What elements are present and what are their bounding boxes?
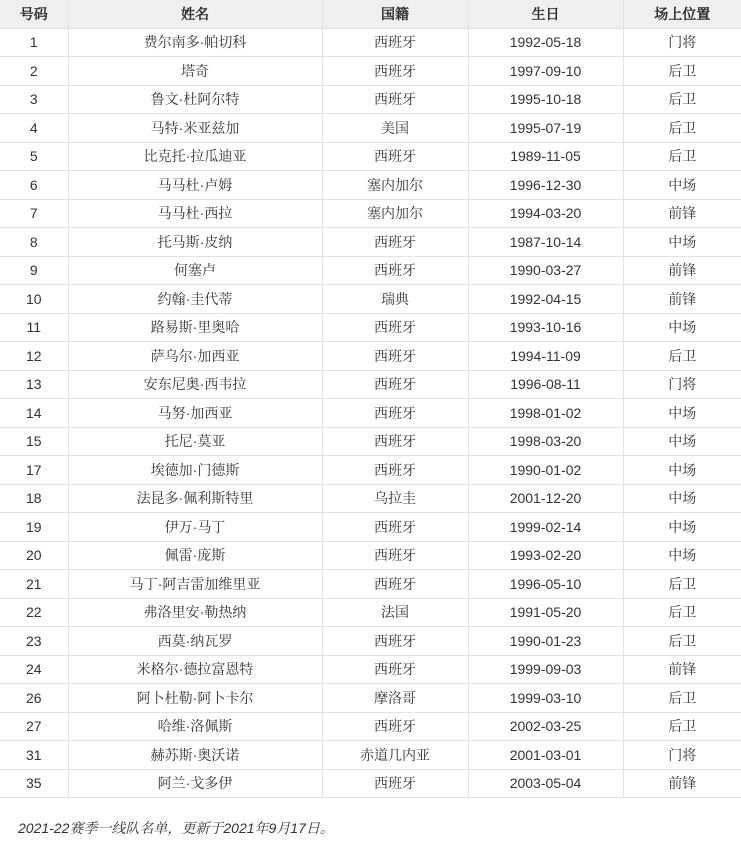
cell-number: 4	[0, 114, 68, 143]
cell-nationality: 赤道几内亚	[322, 741, 468, 770]
cell-nationality: 西班牙	[322, 85, 468, 114]
table-row	[0, 256, 741, 285]
cell-birthday: 1996-08-11	[468, 370, 623, 399]
table-row	[0, 285, 741, 314]
table-header	[0, 0, 741, 28]
cell-number: 3	[0, 85, 68, 114]
cell-name: 托尼·莫亚	[68, 427, 322, 456]
column-header-number: 号码	[0, 0, 68, 28]
cell-nationality: 西班牙	[322, 570, 468, 599]
cell-name: 萨乌尔·加西亚	[68, 342, 322, 371]
cell-nationality: 美国	[322, 114, 468, 143]
cell-position: 门将	[623, 370, 741, 399]
cell-number: 5	[0, 142, 68, 171]
cell-position: 后卫	[623, 627, 741, 656]
cell-number: 15	[0, 427, 68, 456]
cell-nationality: 西班牙	[322, 513, 468, 542]
cell-birthday: 1987-10-14	[468, 228, 623, 257]
cell-position: 中场	[623, 513, 741, 542]
cell-birthday: 1994-03-20	[468, 199, 623, 228]
cell-position: 中场	[623, 484, 741, 513]
cell-name: 伊万·马丁	[68, 513, 322, 542]
cell-nationality: 塞内加尔	[322, 171, 468, 200]
cell-nationality: 西班牙	[322, 142, 468, 171]
cell-position: 后卫	[623, 598, 741, 627]
cell-birthday: 1993-10-16	[468, 313, 623, 342]
cell-nationality: 瑞典	[322, 285, 468, 314]
cell-nationality: 西班牙	[322, 712, 468, 741]
cell-birthday: 1994-11-09	[468, 342, 623, 371]
cell-number: 22	[0, 598, 68, 627]
column-header-birthday: 生日	[468, 0, 623, 28]
cell-name: 阿卜杜勒·阿卜卡尔	[68, 684, 322, 713]
column-header-position: 场上位置	[623, 0, 741, 28]
cell-position: 后卫	[623, 114, 741, 143]
table-row	[0, 57, 741, 86]
cell-position: 后卫	[623, 85, 741, 114]
cell-position: 后卫	[623, 57, 741, 86]
cell-number: 14	[0, 399, 68, 428]
cell-name: 弗洛里安·勒热纳	[68, 598, 322, 627]
cell-position: 后卫	[623, 342, 741, 371]
table-row	[0, 28, 741, 57]
cell-nationality: 西班牙	[322, 541, 468, 570]
cell-number: 2	[0, 57, 68, 86]
table-row	[0, 342, 741, 371]
cell-nationality: 西班牙	[322, 769, 468, 798]
cell-name: 法昆多·佩利斯特里	[68, 484, 322, 513]
cell-position: 前锋	[623, 655, 741, 684]
cell-position: 前锋	[623, 199, 741, 228]
cell-nationality: 西班牙	[322, 28, 468, 57]
table-row	[0, 399, 741, 428]
table-body	[0, 28, 741, 798]
cell-position: 中场	[623, 228, 741, 257]
cell-position: 中场	[623, 541, 741, 570]
cell-position: 后卫	[623, 142, 741, 171]
cell-name: 路易斯·里奥哈	[68, 313, 322, 342]
cell-position: 门将	[623, 741, 741, 770]
table-row	[0, 655, 741, 684]
table-row	[0, 456, 741, 485]
cell-birthday: 1998-01-02	[468, 399, 623, 428]
cell-number: 10	[0, 285, 68, 314]
cell-position: 中场	[623, 171, 741, 200]
cell-position: 前锋	[623, 769, 741, 798]
table-row	[0, 199, 741, 228]
cell-number: 20	[0, 541, 68, 570]
table-row	[0, 427, 741, 456]
cell-birthday: 1998-03-20	[468, 427, 623, 456]
cell-nationality: 西班牙	[322, 228, 468, 257]
table-row	[0, 598, 741, 627]
footer-note: 2021-22赛季一线队名单，更新于2021年9月17日。	[18, 820, 334, 836]
table-row	[0, 741, 741, 770]
cell-name: 托马斯·皮纳	[68, 228, 322, 257]
table-row	[0, 541, 741, 570]
table-row	[0, 370, 741, 399]
cell-name: 阿兰·戈多伊	[68, 769, 322, 798]
cell-nationality: 西班牙	[322, 627, 468, 656]
table-row	[0, 313, 741, 342]
cell-number: 11	[0, 313, 68, 342]
cell-nationality: 西班牙	[322, 399, 468, 428]
cell-nationality: 法国	[322, 598, 468, 627]
cell-nationality: 西班牙	[322, 456, 468, 485]
cell-birthday: 1995-10-18	[468, 85, 623, 114]
cell-number: 31	[0, 741, 68, 770]
cell-birthday: 1999-02-14	[468, 513, 623, 542]
cell-birthday: 2002-03-25	[468, 712, 623, 741]
cell-number: 27	[0, 712, 68, 741]
cell-birthday: 1990-01-02	[468, 456, 623, 485]
cell-birthday: 2003-05-04	[468, 769, 623, 798]
cell-birthday: 1995-07-19	[468, 114, 623, 143]
cell-name: 何塞卢	[68, 256, 322, 285]
cell-birthday: 1991-05-20	[468, 598, 623, 627]
cell-birthday: 1999-03-10	[468, 684, 623, 713]
cell-number: 21	[0, 570, 68, 599]
cell-position: 前锋	[623, 256, 741, 285]
cell-nationality: 西班牙	[322, 427, 468, 456]
cell-birthday: 1999-09-03	[468, 655, 623, 684]
cell-nationality: 西班牙	[322, 57, 468, 86]
cell-name: 马马杜·西拉	[68, 199, 322, 228]
cell-birthday: 1990-01-23	[468, 627, 623, 656]
cell-nationality: 乌拉圭	[322, 484, 468, 513]
cell-number: 8	[0, 228, 68, 257]
cell-name: 塔奇	[68, 57, 322, 86]
cell-birthday: 1993-02-20	[468, 541, 623, 570]
cell-position: 后卫	[623, 712, 741, 741]
cell-position: 中场	[623, 456, 741, 485]
cell-position: 后卫	[623, 570, 741, 599]
table-row	[0, 712, 741, 741]
table-row	[0, 171, 741, 200]
cell-birthday: 1990-03-27	[468, 256, 623, 285]
cell-number: 7	[0, 199, 68, 228]
table-row	[0, 142, 741, 171]
column-header-name: 姓名	[68, 0, 322, 28]
cell-birthday: 1996-12-30	[468, 171, 623, 200]
cell-position: 前锋	[623, 285, 741, 314]
cell-number: 13	[0, 370, 68, 399]
cell-birthday: 2001-12-20	[468, 484, 623, 513]
cell-number: 9	[0, 256, 68, 285]
cell-name: 赫苏斯·奥沃诺	[68, 741, 322, 770]
cell-nationality: 西班牙	[322, 313, 468, 342]
table-row	[0, 484, 741, 513]
cell-nationality: 西班牙	[322, 342, 468, 371]
cell-name: 马马杜·卢姆	[68, 171, 322, 200]
cell-name: 马特·米亚兹加	[68, 114, 322, 143]
cell-name: 鲁文·杜阿尔特	[68, 85, 322, 114]
table-row	[0, 769, 741, 798]
cell-number: 35	[0, 769, 68, 798]
cell-birthday: 1997-09-10	[468, 57, 623, 86]
cell-number: 24	[0, 655, 68, 684]
cell-name: 比克托·拉瓜迪亚	[68, 142, 322, 171]
cell-name: 米格尔·德拉富恩特	[68, 655, 322, 684]
cell-number: 17	[0, 456, 68, 485]
cell-name: 安东尼奥·西韦拉	[68, 370, 322, 399]
header-row	[0, 0, 741, 28]
table-row	[0, 684, 741, 713]
cell-position: 门将	[623, 28, 741, 57]
cell-nationality: 塞内加尔	[322, 199, 468, 228]
cell-name: 马丁·阿吉雷加维里亚	[68, 570, 322, 599]
cell-number: 18	[0, 484, 68, 513]
cell-number: 19	[0, 513, 68, 542]
cell-birthday: 1992-05-18	[468, 28, 623, 57]
cell-birthday: 2001-03-01	[468, 741, 623, 770]
table-row	[0, 627, 741, 656]
cell-nationality: 摩洛哥	[322, 684, 468, 713]
cell-birthday: 1996-05-10	[468, 570, 623, 599]
cell-nationality: 西班牙	[322, 370, 468, 399]
table-row	[0, 228, 741, 257]
cell-number: 1	[0, 28, 68, 57]
cell-name: 埃德加·门德斯	[68, 456, 322, 485]
cell-birthday: 1989-11-05	[468, 142, 623, 171]
cell-name: 佩雷·庞斯	[68, 541, 322, 570]
column-header-nationality: 国籍	[322, 0, 468, 28]
table-row	[0, 513, 741, 542]
cell-birthday: 1992-04-15	[468, 285, 623, 314]
cell-number: 12	[0, 342, 68, 371]
cell-name: 费尔南多·帕切科	[68, 28, 322, 57]
cell-position: 中场	[623, 427, 741, 456]
cell-number: 6	[0, 171, 68, 200]
cell-number: 26	[0, 684, 68, 713]
table-row	[0, 114, 741, 143]
cell-name: 西莫·纳瓦罗	[68, 627, 322, 656]
cell-nationality: 西班牙	[322, 655, 468, 684]
cell-number: 23	[0, 627, 68, 656]
cell-nationality: 西班牙	[322, 256, 468, 285]
cell-name: 马努·加西亚	[68, 399, 322, 428]
cell-position: 后卫	[623, 684, 741, 713]
cell-name: 约翰·圭代蒂	[68, 285, 322, 314]
cell-position: 中场	[623, 399, 741, 428]
table-row	[0, 570, 741, 599]
table-row	[0, 85, 741, 114]
cell-name: 哈维·洛佩斯	[68, 712, 322, 741]
cell-position: 中场	[623, 313, 741, 342]
